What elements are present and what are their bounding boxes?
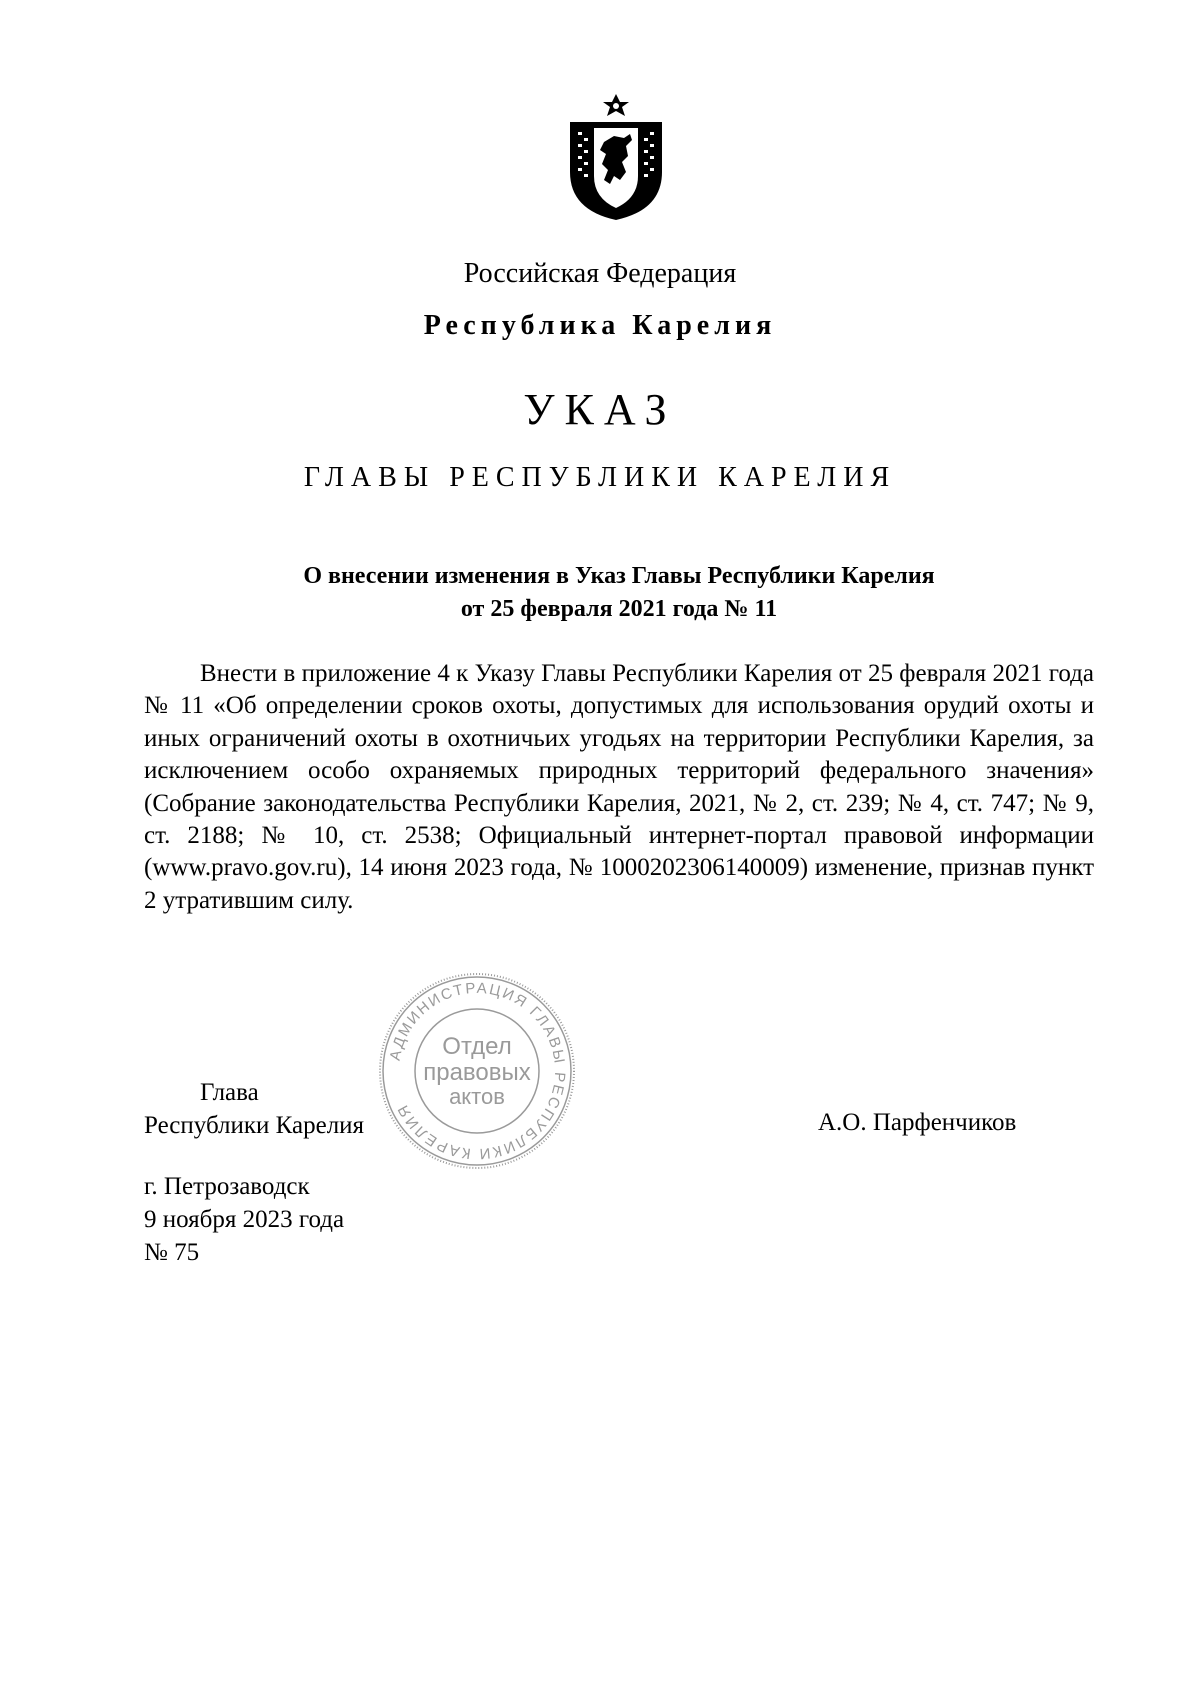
republic-name: Республика Карелия xyxy=(423,310,777,341)
signatory-name: А.О. Парфенчиков xyxy=(818,1109,1017,1136)
title-line-2: от 25 февраля 2021 года № 11 xyxy=(460,596,778,622)
signatory-post-line-1: Глава xyxy=(200,1079,259,1106)
karelia-coat-of-arms-icon xyxy=(564,92,668,222)
stamp xyxy=(376,970,578,1172)
place-and-date xyxy=(144,1170,344,1269)
stamp-ring-text: АДМИНИСТРАЦИЯ ГЛАВЫ РЕСПУБЛИКИ КАРЕЛИЯ xyxy=(386,979,569,1163)
signatory-post-line-2: Республики Карелия xyxy=(144,1112,365,1139)
issuer-name: ГЛАВЫ РЕСПУБЛИКИ КАРЕЛИЯ xyxy=(303,462,897,493)
decree-number: № 75 xyxy=(144,1239,200,1266)
city: г. Петрозаводск xyxy=(144,1173,310,1200)
country-name: Российская Федерация xyxy=(463,258,737,289)
date: 9 ноября 2023 года xyxy=(144,1206,345,1233)
stamp-line-2: правовых xyxy=(423,1059,531,1086)
body-paragraph: Внести в приложение 4 к Указу Главы Республики Карелия от 25 февраля 2021 года № 11 «Об определении сроков охоты, допустимых для использования орудий охоты и иных ограничений охоты в охотничьих угодьях на территории Республики Карелия, за исключением особо охраняемых природных территорий федерального значения» (Собрание законодательства Республики Карелия, 2021, № 2, ст. 239; № 4, ст. 747; № 9, ст. 2188; № 10, ст. 2538; Официальный интернет-портал правовой информации (www.pravo.gov.ru), 14 июня 2023 года, № 1000202306140009) изменение, признав пункт 2 утратившим силу. xyxy=(144,660,1094,914)
stamp-line-1: Отдел xyxy=(442,1033,512,1060)
signatory-post xyxy=(144,1076,364,1142)
document-title xyxy=(144,560,1094,626)
stamp-line-3: актов xyxy=(449,1084,505,1109)
title-line-1: О внесении изменения в Указ Главы Республики Карелия xyxy=(303,563,935,589)
document-type: УКАЗ xyxy=(523,385,677,434)
